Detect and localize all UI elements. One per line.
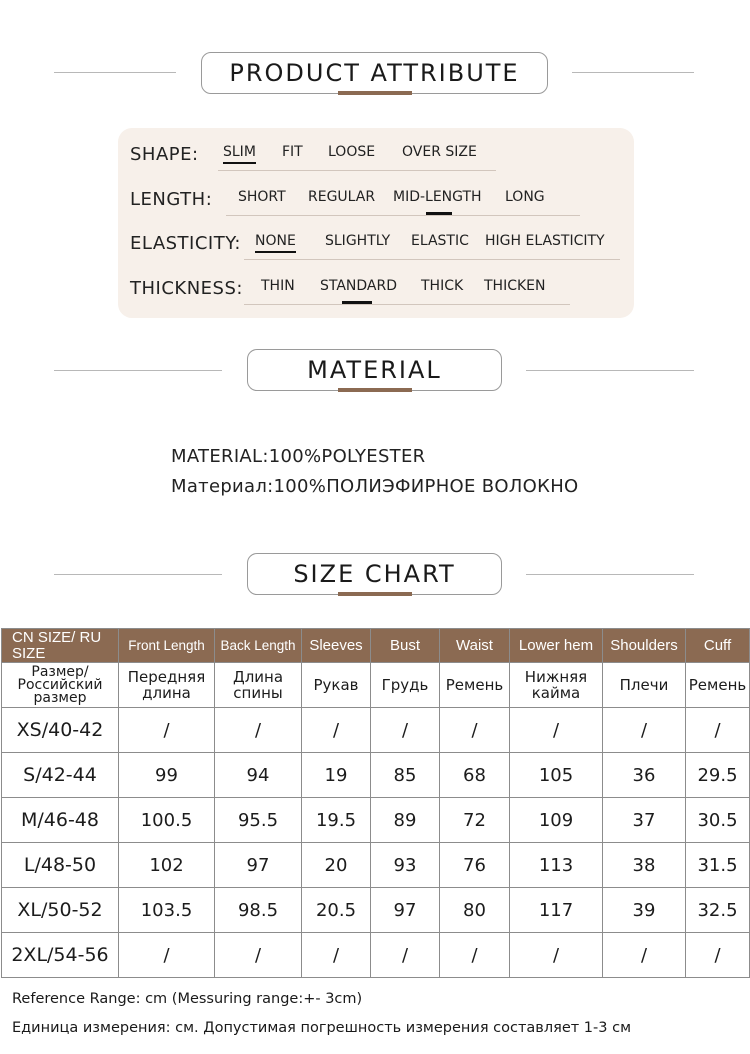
table-cell: 29.5: [686, 753, 750, 798]
table-cell: 37: [603, 798, 686, 843]
table-header-cell: Sleeves: [302, 629, 371, 663]
divider-line: [54, 370, 222, 371]
attribute-option: LONG: [505, 189, 545, 205]
title-accent-bar: [338, 91, 412, 95]
material-value: 100%POLYESTER: [268, 446, 426, 467]
table-header-cell: Ремень: [686, 663, 750, 708]
table-cell: 109: [510, 798, 603, 843]
table-cell: /: [215, 708, 302, 753]
size-cell: L/48-50: [2, 843, 119, 888]
table-cell: 100.5: [119, 798, 215, 843]
table-cell: /: [119, 708, 215, 753]
table-cell: 102: [119, 843, 215, 888]
table-header-cell: Передняя длина: [119, 663, 215, 708]
table-header-cell: Ремень: [440, 663, 510, 708]
table-cell: 89: [371, 798, 440, 843]
table-row: [2, 888, 750, 933]
material-value: 100%ПОЛИЭФИРНОЕ ВОЛОКНО: [273, 476, 579, 497]
table-cell: /: [371, 933, 440, 978]
table-header-cell: Размер/ Российский размер: [2, 663, 119, 708]
reference-note-ru: Единица измерения: см. Допустимая погрешность измерения составляет 1-3 см: [12, 1020, 632, 1036]
table-cell: /: [510, 933, 603, 978]
attribute-label: SHAPE:: [130, 143, 199, 165]
table-cell: 105: [510, 753, 603, 798]
table-cell: /: [440, 708, 510, 753]
table-cell: 76: [440, 843, 510, 888]
table-header-cell: CN SIZE/ RU SIZE: [2, 629, 119, 663]
attribute-option: THICK: [421, 278, 464, 294]
table-cell: 103.5: [119, 888, 215, 933]
table-header-cell: Cuff: [686, 629, 750, 663]
table-cell: 117: [510, 888, 603, 933]
attribute-option-selected: MID-LENGTH: [393, 189, 482, 205]
attribute-option: HIGH ELASTICITY: [485, 233, 605, 249]
attribute-row-shape: [130, 141, 510, 167]
divider-line: [526, 574, 694, 575]
table-cell: 113: [510, 843, 603, 888]
reference-note-en: Reference Range: cm (Messuring range:+- 3cm): [12, 991, 363, 1007]
size-cell: M/46-48: [2, 798, 119, 843]
table-cell: 31.5: [686, 843, 750, 888]
table-cell: 85: [371, 753, 440, 798]
attribute-label: LENGTH:: [130, 188, 213, 210]
table-cell: 39: [603, 888, 686, 933]
table-cell: /: [119, 933, 215, 978]
table-row: [2, 753, 750, 798]
table-cell: 99: [119, 753, 215, 798]
table-row: [2, 843, 750, 888]
table-cell: 68: [440, 753, 510, 798]
attribute-option: SLIGHTLY: [325, 233, 391, 249]
section-title-text: MATERIAL: [307, 356, 442, 384]
table-cell: 38: [603, 843, 686, 888]
attribute-option: FIT: [282, 144, 303, 160]
table-cell: 30.5: [686, 798, 750, 843]
table-cell: /: [603, 708, 686, 753]
table-cell: 36: [603, 753, 686, 798]
attribute-option-selected: SLIM: [223, 144, 256, 160]
table-cell: 97: [215, 843, 302, 888]
section-title-material: [247, 349, 502, 391]
title-accent-bar: [338, 592, 412, 596]
attribute-option: LOOSE: [328, 144, 376, 160]
attribute-option: OVER SIZE: [402, 144, 477, 160]
table-cell: /: [440, 933, 510, 978]
table-cell: 20: [302, 843, 371, 888]
table-cell: /: [302, 708, 371, 753]
material-label: Материал:: [171, 476, 274, 497]
table-header-cell: Back Length: [215, 629, 302, 663]
attribute-row-elasticity: [130, 230, 630, 256]
attribute-option: REGULAR: [308, 189, 376, 205]
section-title-size-chart: [247, 553, 502, 595]
table-cell: /: [686, 708, 750, 753]
attribute-row-thickness: [130, 275, 590, 301]
section-title-attribute: [201, 52, 548, 94]
table-header-cell: Нижняя кайма: [510, 663, 603, 708]
divider-line: [54, 72, 176, 73]
table-header-cell: Bust: [371, 629, 440, 663]
attribute-option-selected: NONE: [255, 233, 296, 249]
table-cell: 93: [371, 843, 440, 888]
table-row: [2, 933, 750, 978]
material-line-ru: [171, 476, 579, 497]
attribute-underline: [244, 304, 570, 305]
attribute-underline: [244, 259, 620, 260]
table-cell: 20.5: [302, 888, 371, 933]
table-header-cell: Shoulders: [603, 629, 686, 663]
table-cell: /: [302, 933, 371, 978]
attribute-option: THICKEN: [484, 278, 546, 294]
divider-line: [572, 72, 694, 73]
size-chart-table: [1, 628, 750, 978]
title-accent-bar: [338, 388, 412, 392]
table-cell: /: [371, 708, 440, 753]
material-line-en: [171, 446, 425, 467]
attribute-underline: [218, 170, 496, 171]
table-cell: 98.5: [215, 888, 302, 933]
attribute-option: SHORT: [238, 189, 286, 205]
table-header-cell: Рукав: [302, 663, 371, 708]
table-cell: /: [215, 933, 302, 978]
table-cell: 72: [440, 798, 510, 843]
table-cell: 80: [440, 888, 510, 933]
table-header-cell: Waist: [440, 629, 510, 663]
attribute-option-selected: STANDARD: [320, 278, 398, 294]
table-cell: 97: [371, 888, 440, 933]
table-row: [2, 798, 750, 843]
table-header-row: [2, 629, 750, 663]
size-cell: 2XL/54-56: [2, 933, 119, 978]
table-cell: /: [603, 933, 686, 978]
size-cell: S/42-44: [2, 753, 119, 798]
attribute-row-length: [130, 186, 590, 212]
table-cell: 94: [215, 753, 302, 798]
section-title-text: SIZE CHART: [293, 560, 456, 588]
attribute-underline: [226, 215, 580, 216]
table-cell: 19.5: [302, 798, 371, 843]
attribute-label: THICKNESS:: [130, 277, 243, 299]
table-header-cell: Длина спины: [215, 663, 302, 708]
size-cell: XL/50-52: [2, 888, 119, 933]
attribute-panel: [118, 128, 634, 318]
table-header-row-ru: [2, 663, 750, 708]
attribute-option: ELASTIC: [411, 233, 469, 249]
material-label: MATERIAL:: [171, 446, 269, 467]
table-cell: 95.5: [215, 798, 302, 843]
divider-line: [526, 370, 694, 371]
table-cell: /: [686, 933, 750, 978]
table-header-cell: Lower hem: [510, 629, 603, 663]
table-header-cell: Плечи: [603, 663, 686, 708]
table-cell: 19: [302, 753, 371, 798]
attribute-option: THIN: [261, 278, 295, 294]
divider-line: [54, 574, 222, 575]
table-row: [2, 708, 750, 753]
size-cell: XS/40-42: [2, 708, 119, 753]
section-title-text: PRODUCT ATTRIBUTE: [229, 59, 520, 87]
attribute-label: ELASTICITY:: [130, 232, 241, 254]
table-cell: 32.5: [686, 888, 750, 933]
table-cell: /: [510, 708, 603, 753]
table-header-cell: Грудь: [371, 663, 440, 708]
table-header-cell: Front Length: [119, 629, 215, 663]
